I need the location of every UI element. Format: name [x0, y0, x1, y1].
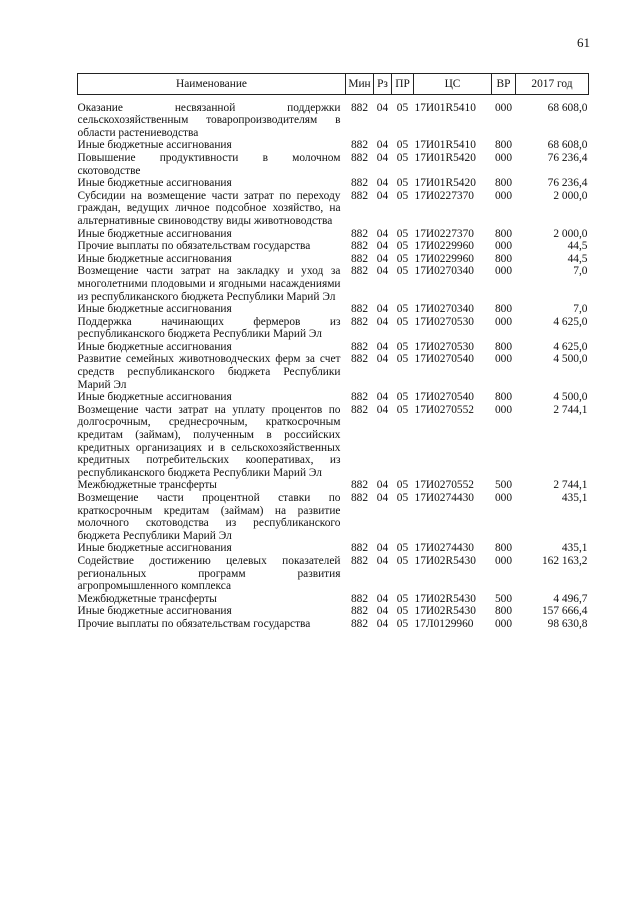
row-expense-type: 800	[494, 303, 513, 316]
row-ministry: 882	[350, 303, 369, 316]
row-amount: 68 608,0	[547, 101, 588, 114]
row-expense-type: 000	[494, 554, 513, 567]
row-subsection: 05	[396, 101, 409, 114]
row-target-article: 17И0270540	[414, 391, 474, 404]
row-ministry: 882	[350, 492, 369, 504]
row-subsection: 05	[396, 265, 409, 278]
row-target-article: 17И0270340	[414, 303, 474, 316]
row-subsection: 05	[396, 391, 409, 404]
row-name: Иные бюджетные ассигнования	[77, 252, 232, 265]
row-name: Возмещение части затрат на уплату процентов по долгосрочным, среднесрочным, краткосрочным кредитам (займам), полученным в российских кредитных организациях и в сельскохозяйственных кредитных потребительских кооперативах, из республиканского бюджета Республики Марий Эл	[77, 403, 341, 479]
row-target-article: 17И0270530	[414, 315, 474, 328]
row-ministry: 882	[350, 177, 369, 190]
table-row	[78, 404, 589, 480]
row-name: Возмещение части процентной ставки по краткосрочным кредитам (займам) на развитие молочного скотоводства из республиканского бюджета Республики Марий Эл	[77, 492, 341, 542]
row-subsection: 05	[396, 139, 409, 152]
row-amount: 4 500,0	[553, 391, 588, 404]
row-subsection: 05	[396, 151, 409, 164]
row-section: 04	[376, 592, 389, 605]
table-row	[78, 240, 589, 253]
row-amount: 4 496,7	[553, 592, 588, 605]
row-name: Повышение продуктивности в молочном скотоводстве	[77, 151, 341, 177]
row-amount: 76 236,4	[547, 151, 588, 164]
budget-table	[77, 73, 589, 631]
row-name: Иные бюджетные ассигнования	[77, 391, 232, 404]
row-subsection: 05	[396, 240, 409, 253]
table-row	[78, 316, 589, 341]
row-target-article: 17И0227370	[414, 227, 474, 240]
row-amount: 157 666,4	[541, 605, 588, 618]
row-target-article: 17И0274430	[414, 492, 474, 504]
table-row	[78, 593, 589, 606]
table-row	[78, 353, 589, 391]
row-section: 04	[376, 315, 389, 328]
row-section: 04	[376, 151, 389, 164]
row-ministry: 882	[350, 403, 369, 416]
row-expense-type: 500	[494, 592, 513, 605]
table-row	[78, 190, 589, 228]
row-name: Прочие выплаты по обязательствам государства	[77, 240, 311, 253]
row-section: 04	[376, 240, 389, 253]
row-section: 04	[376, 101, 389, 114]
row-section: 04	[376, 139, 389, 152]
row-section: 04	[376, 617, 389, 630]
row-subsection: 05	[396, 177, 409, 190]
row-ministry: 882	[350, 617, 369, 630]
row-amount: 4 625,0	[553, 315, 588, 328]
row-subsection: 05	[396, 227, 409, 240]
row-ministry: 882	[350, 252, 369, 265]
row-target-article: 17И0229960	[414, 252, 474, 265]
row-ministry: 882	[350, 189, 369, 202]
row-amount: 76 236,4	[547, 177, 588, 190]
row-ministry: 882	[350, 151, 369, 164]
row-name: Иные бюджетные ассигнования	[77, 542, 232, 555]
row-expense-type: 000	[494, 403, 513, 416]
row-subsection: 05	[396, 492, 409, 504]
row-ministry: 882	[350, 227, 369, 240]
table-row	[78, 303, 589, 316]
row-subsection: 05	[396, 479, 409, 492]
row-ministry: 882	[350, 240, 369, 253]
row-amount: 68 608,0	[547, 139, 588, 152]
row-target-article: 17И01R5410	[414, 101, 476, 114]
row-ministry: 882	[350, 139, 369, 152]
column-header-target-article: ЦС	[414, 74, 492, 95]
row-ministry: 882	[350, 605, 369, 618]
column-header-ministry: Мин	[346, 74, 374, 95]
row-amount: 4 500,0	[553, 353, 588, 366]
row-amount: 435,1	[561, 492, 588, 504]
row-expense-type: 800	[494, 177, 513, 190]
table-row	[78, 265, 589, 303]
row-section: 04	[376, 542, 389, 555]
row-amount: 98 630,8	[547, 617, 588, 630]
row-target-article: 17И02R5430	[414, 554, 476, 567]
row-name: Развитие семейных животноводческих ферм за счет средств республиканского бюджета Республики Марий Эл	[77, 353, 341, 391]
row-name: Межбюджетные трансферты	[77, 479, 217, 492]
row-ministry: 882	[350, 101, 369, 114]
row-expense-type: 000	[494, 151, 513, 164]
row-name: Субсидии на возмещение части затрат по переходу граждан, ведущих личное подсобное хозяйство, на альтернативные свиноводству виды животноводства	[77, 189, 341, 227]
row-expense-type: 800	[494, 227, 513, 240]
row-target-article: 17И0270552	[414, 403, 474, 416]
row-expense-type: 000	[494, 101, 513, 114]
row-amount: 44,5	[567, 240, 588, 253]
column-header-expense-type: ВР	[492, 74, 516, 95]
row-section: 04	[376, 605, 389, 618]
row-section: 04	[376, 403, 389, 416]
column-header-year-2017: 2017 год	[516, 74, 589, 95]
row-subsection: 05	[396, 303, 409, 316]
row-name: Иные бюджетные ассигнования	[77, 227, 232, 240]
row-target-article: 17И0274430	[414, 542, 474, 555]
row-section: 04	[376, 353, 389, 366]
row-expense-type: 800	[494, 252, 513, 265]
row-subsection: 05	[396, 554, 409, 567]
row-section: 04	[376, 265, 389, 278]
row-ministry: 882	[350, 554, 369, 567]
row-amount: 7,0	[573, 303, 588, 316]
table-row	[78, 94, 589, 139]
row-name: Межбюджетные трансферты	[77, 592, 217, 605]
row-target-article: 17И02R5430	[414, 592, 476, 605]
row-amount: 44,5	[567, 252, 588, 265]
row-target-article: 17И0227370	[414, 189, 474, 202]
table-row	[78, 479, 589, 492]
column-header-section: Рз	[374, 74, 392, 95]
row-subsection: 05	[396, 542, 409, 555]
row-target-article: 17И01R5420	[414, 151, 476, 164]
row-expense-type: 000	[494, 315, 513, 328]
row-subsection: 05	[396, 605, 409, 618]
row-expense-type: 800	[494, 139, 513, 152]
table-row	[78, 177, 589, 190]
row-name: Оказание несвязанной поддержки сельскохозяйственным товаропроизводителям в области растениеводства	[77, 101, 341, 139]
row-section: 04	[376, 479, 389, 492]
row-target-article: 17Л0129960	[414, 617, 474, 630]
row-section: 04	[376, 227, 389, 240]
row-ministry: 882	[350, 315, 369, 328]
table-header-row	[78, 74, 589, 95]
row-section: 04	[376, 340, 389, 353]
row-expense-type: 800	[494, 340, 513, 353]
table-row	[78, 139, 589, 152]
row-section: 04	[376, 252, 389, 265]
row-subsection: 05	[396, 252, 409, 265]
table-row	[78, 228, 589, 241]
row-expense-type: 000	[494, 492, 513, 504]
row-ministry: 882	[350, 353, 369, 366]
row-amount: 2 744,1	[553, 479, 588, 492]
table-row	[78, 391, 589, 404]
row-name: Возмещение части затрат на закладку и уход за многолетними плодовыми и ягодными насаждениями из республиканского бюджета Республики Марий Эл	[77, 265, 341, 303]
row-section: 04	[376, 391, 389, 404]
row-subsection: 05	[396, 189, 409, 202]
row-subsection: 05	[396, 353, 409, 366]
table-row	[78, 341, 589, 354]
row-expense-type: 800	[494, 391, 513, 404]
row-amount: 4 625,0	[553, 340, 588, 353]
row-expense-type: 500	[494, 479, 513, 492]
row-expense-type: 000	[494, 240, 513, 253]
table-row	[78, 555, 589, 593]
row-amount: 435,1	[561, 542, 588, 555]
row-subsection: 05	[396, 592, 409, 605]
page-number: 61	[577, 35, 590, 50]
row-name: Поддержка начинающих фермеров из республиканского бюджета Республики Марий Эл	[77, 315, 341, 341]
row-name: Иные бюджетные ассигнования	[77, 605, 232, 618]
row-target-article: 17И0229960	[414, 240, 474, 253]
row-name: Иные бюджетные ассигнования	[77, 303, 232, 316]
row-section: 04	[376, 554, 389, 567]
row-subsection: 05	[396, 340, 409, 353]
row-name: Содействие достижению целевых показателей региональных программ развития агропромышленного комплекса	[77, 554, 341, 593]
row-ministry: 882	[350, 542, 369, 555]
row-subsection: 05	[396, 617, 409, 630]
row-target-article: 17И01R5410	[414, 139, 476, 152]
row-amount: 2 000,0	[553, 227, 588, 240]
row-ministry: 882	[350, 592, 369, 605]
row-ministry: 882	[350, 340, 369, 353]
table-row	[78, 253, 589, 266]
row-name: Иные бюджетные ассигнования	[77, 340, 232, 353]
row-target-article: 17И0270540	[414, 353, 474, 366]
row-subsection: 05	[396, 403, 409, 416]
row-amount: 2 000,0	[553, 189, 588, 202]
row-expense-type: 000	[494, 353, 513, 366]
row-target-article: 17И02R5430	[414, 605, 476, 618]
row-section: 04	[376, 189, 389, 202]
row-expense-type: 000	[494, 265, 513, 278]
row-amount: 162 163,2	[541, 554, 588, 567]
row-name: Иные бюджетные ассигнования	[77, 139, 232, 152]
row-amount: 2 744,1	[553, 403, 588, 416]
row-expense-type: 000	[494, 189, 513, 202]
row-expense-type: 800	[494, 605, 513, 618]
column-header-subsection: ПР	[392, 74, 414, 95]
row-amount: 7,0	[573, 265, 588, 278]
table-row	[78, 618, 589, 631]
table-row	[78, 605, 589, 618]
row-ministry: 882	[350, 265, 369, 278]
row-name: Прочие выплаты по обязательствам государства	[77, 617, 311, 630]
row-target-article: 17И01R5420	[414, 177, 476, 190]
table-row	[78, 152, 589, 177]
row-expense-type: 800	[494, 542, 513, 555]
row-section: 04	[376, 177, 389, 190]
row-name: Иные бюджетные ассигнования	[77, 177, 232, 190]
row-target-article: 17И0270552	[414, 479, 474, 492]
row-section: 04	[376, 492, 389, 504]
row-target-article: 17И0270340	[414, 265, 474, 278]
table-row	[78, 542, 589, 555]
row-subsection: 05	[396, 315, 409, 328]
row-expense-type: 000	[494, 617, 513, 630]
row-ministry: 882	[350, 479, 369, 492]
row-target-article: 17И0270530	[414, 340, 474, 353]
row-ministry: 882	[350, 391, 369, 404]
column-header-name: Наименование	[78, 74, 346, 95]
table-row	[78, 492, 589, 542]
row-section: 04	[376, 303, 389, 316]
table-body	[78, 94, 589, 630]
